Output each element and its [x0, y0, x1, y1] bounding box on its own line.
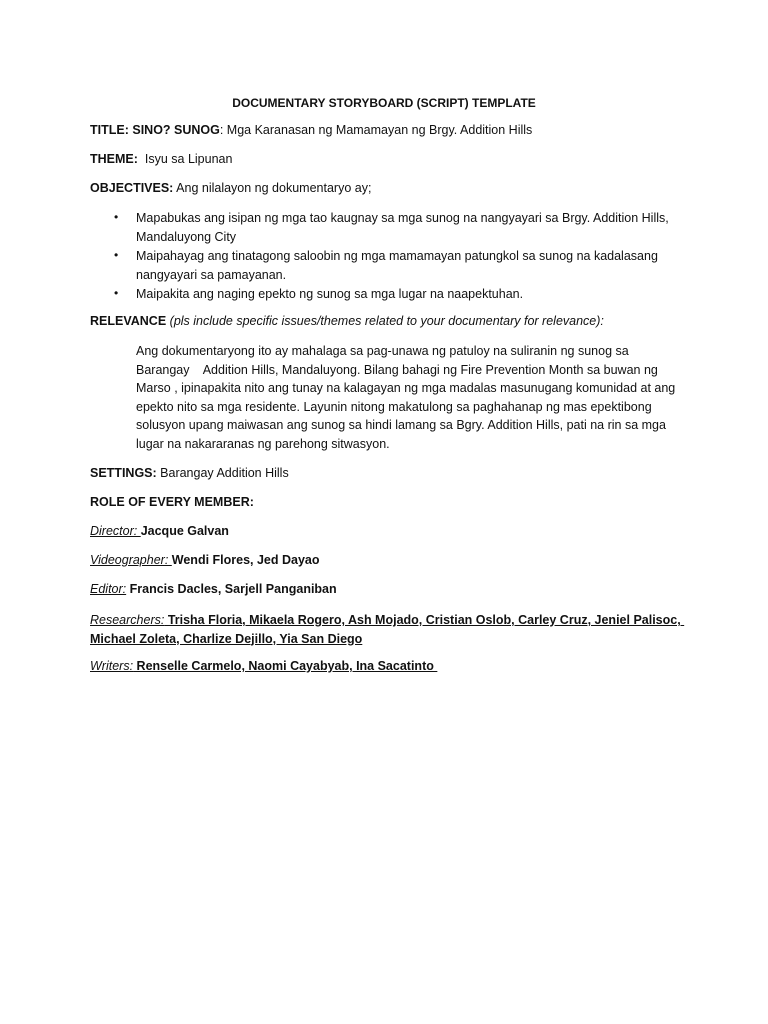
researchers-label: Researchers: — [90, 613, 165, 627]
director-line — [90, 524, 229, 538]
settings-label: SETTINGS: — [90, 466, 157, 480]
researchers-value: Trisha Floria, Mikaela Rogero, Ash Mojado, Cristian Oslob, Carley Cruz, Jeniel Palisoc, — [164, 613, 685, 627]
bullet-icon: • — [114, 210, 119, 224]
director-value: Jacque Galvan — [140, 524, 229, 538]
objective-item — [136, 247, 696, 284]
editor-value: Francis Dacles, Sarjell Panganiban — [126, 582, 341, 596]
settings-value: Barangay Addition Hills — [160, 466, 289, 480]
objectives-label: OBJECTIVES: — [90, 181, 174, 195]
settings-line — [90, 466, 289, 480]
relevance-note: (pls include specific issues/themes related to your documentary for relevance): — [169, 314, 604, 328]
videographer-label: Videographer: — [90, 553, 172, 567]
bullet-icon: • — [114, 248, 119, 262]
title-label: TITLE: SINO? SUNOG — [90, 123, 220, 137]
objective-item — [136, 285, 696, 304]
objectives-line — [90, 181, 371, 195]
title-value: : Mga Karanasan ng Mamamayan ng Brgy. Addition Hills — [219, 123, 533, 137]
relevance-paragraph — [136, 342, 684, 454]
objective-line: Maipahayag ang tinatagong saloobin ng mga mamamayan patungkol sa sunog na kadalasang — [136, 249, 658, 263]
editor-line — [90, 582, 340, 596]
theme-value: Isyu sa Lipunan — [144, 152, 233, 166]
objective-item — [136, 209, 696, 246]
relevance-label: RELEVANCE — [90, 314, 167, 328]
relevance-line — [90, 314, 604, 328]
title-line — [90, 123, 532, 137]
videographer-value: Wendi Flores, Jed Dayao — [171, 553, 320, 567]
role-label: ROLE OF EVERY MEMBER: — [90, 495, 254, 509]
document-heading: DOCUMENTARY STORYBOARD (SCRIPT) TEMPLATE — [232, 96, 536, 110]
objective-line: Mandaluyong City — [136, 229, 237, 244]
writers-line — [90, 659, 437, 673]
editor-label: Editor: — [90, 582, 127, 596]
objective-line: Mapabukas ang isipan ng mga tao kaugnay sa mga sunog na nangyayari sa Brgy. Addition Hills, — [136, 211, 669, 225]
bullet-icon: • — [114, 286, 119, 300]
researchers-block — [90, 611, 690, 648]
relevance-text-line: lugar na nakararanas ng parehong sitwasyon. — [136, 436, 390, 451]
relevance-text-line: epekto nito sa mga residente. Layunin nitong makatulong sa paghahanap ng mas epektibong — [136, 399, 652, 414]
relevance-text-line: Ang dokumentaryong ito ay mahalaga sa pag-unawa ng patuloy na suliranin ng sunog sa — [136, 344, 629, 358]
role-heading — [90, 495, 254, 509]
researchers-value-cont: Michael Zoleta, Charlize Dejillo, Yia San Diego — [90, 631, 363, 646]
writers-value: Renselle Carmelo, Naomi Cayabyab, Ina Sacatinto — [133, 659, 438, 673]
relevance-text-line: Marso , ipinapakita nito ang tunay na kalagayan ng mga madalas masunugang komunidad at ang — [136, 381, 676, 396]
theme-label: THEME: — [90, 152, 138, 166]
objective-line: nangyayari sa pamayanan. — [136, 267, 287, 282]
theme-line — [90, 152, 232, 166]
relevance-text-line: solusyon upang maiwasan ang sunog sa hindi lamang sa Bgry. Addition Hills, pati na rin sa mga — [136, 418, 666, 433]
objectives-intro: Ang nilalayon ng dokumentaryo ay; — [176, 181, 372, 195]
objective-line: Maipakita ang naging epekto ng sunog sa mga lugar na naapektuhan. — [136, 287, 524, 301]
relevance-text-line: Barangay Addition Hills, Mandaluyong. Bilang bahagi ng Fire Prevention Month sa buwan ng — [136, 362, 658, 377]
writers-label: Writers: — [90, 659, 134, 673]
director-label: Director: — [90, 524, 141, 538]
videographer-line — [90, 553, 320, 567]
